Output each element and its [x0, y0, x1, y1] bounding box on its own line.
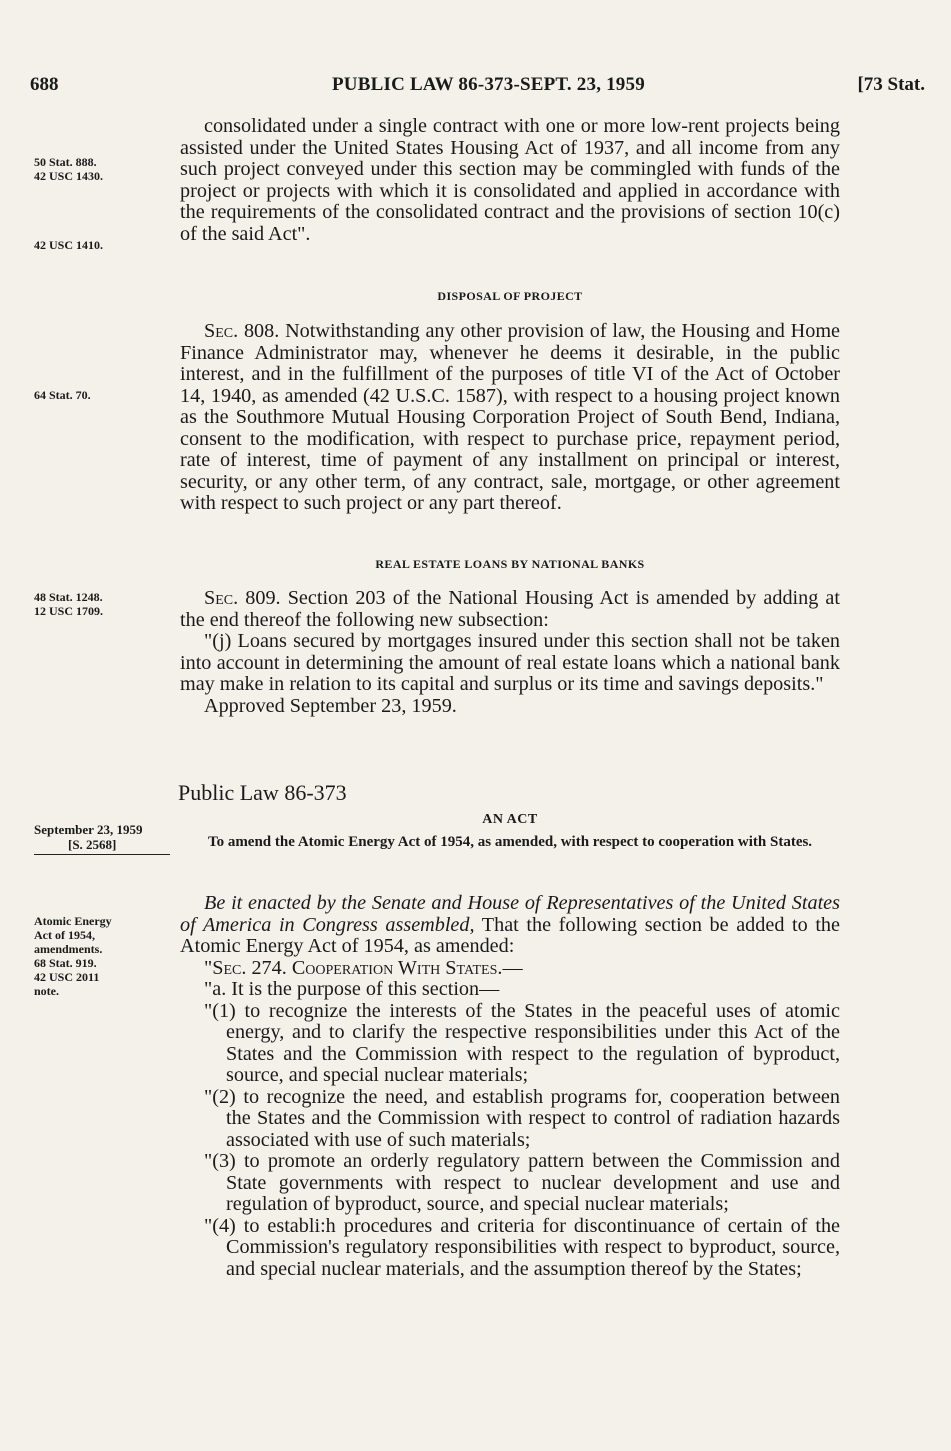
margin-note-3: 64 Stat. 70.: [34, 388, 91, 402]
margin-note-text: 42 USC 2011: [34, 970, 100, 984]
purpose-item: "(2) to recognize the need, and establish programs for, cooperation between the States and the Commission with respect to control of radiation hazards associated with use of such materials;: [204, 1085, 840, 1151]
margin-note-text: 12 USC 1709.: [34, 604, 104, 618]
purpose-item: "(1) to recognize the interests of the States in the peaceful uses of atomic energy, and to clarify the respective responsibilities under this Act of the States and the Commission with respect to the regulation of byproduct, source, and special nuclear materials;: [204, 999, 840, 1086]
purpose-item: "(4) to establi:h procedures and criteria for discontinuance of certain of the Commission's regulatory responsibilities with respect to byproduct, source, and special nuclear materials, and the assumption thereof by the States;: [204, 1214, 840, 1280]
enacting-text: That the following section be added to the Atomic Energy Act of 1954, as amended:: [180, 913, 840, 957]
divider-rule: [34, 854, 170, 855]
act-purpose: To amend the Atomic Energy Act of 1954, as amended, with respect to cooperation with States.: [207, 834, 813, 850]
enactment-date: September 23, 1959: [34, 822, 143, 837]
margin-note-text: 42 USC 1430.: [34, 169, 104, 183]
section-274-heading: [180, 958, 840, 980]
margin-note-text: 50 Stat. 888.: [34, 155, 97, 169]
enacting-italic: Be it enacted by the Senate and House of Representatives of the United States of America in Congress assembled,: [180, 892, 840, 936]
section-809-paragraph: [180, 588, 840, 631]
section-809: [180, 588, 840, 717]
paragraph-text: consolidated under a single contract with one or more low-rent projects being assisted under the United States Housing Act of 1937, and all income from any such project conveyed under this section may be commingled with funds of the project or projects with which it is consolidated and applied in accordance with the requirements of the consolidated contract and the provisions of section 10(c) of the said Act".: [180, 115, 840, 245]
margin-note-text: Atomic Energy: [34, 914, 112, 928]
enacting-clause: [180, 893, 840, 958]
continued-paragraph: [180, 116, 840, 245]
section-heading-809: REAL ESTATE LOANS BY NATIONAL BANKS: [375, 557, 645, 571]
margin-note-1: [34, 155, 103, 183]
section-heading-808: DISPOSAL OF PROJECT: [437, 289, 583, 303]
an-act-heading: AN ACT: [482, 812, 538, 827]
margin-note-text: amendments.: [34, 942, 103, 956]
margin-note-text: note.: [34, 984, 59, 998]
section-label: Sec. 808.: [204, 320, 280, 342]
section-label: Sec. 809.: [204, 587, 281, 609]
public-law-title: Public Law 86-373: [178, 780, 347, 805]
purpose-item: "(3) to promote an orderly regulatory pattern between the Commission and State governments with respect to nuclear development and use and regulation of byproduct, source, and special nuclear materials;: [204, 1150, 840, 1215]
margin-note-5: [34, 914, 112, 998]
margin-note-4: [34, 590, 103, 618]
section-text: Section 203 of the National Housing Act is amended by adding at the end thereof the following new subsection:: [180, 587, 840, 631]
subsection-a-intro: "a. It is the purpose of this section—: [204, 978, 500, 1000]
subsection-j: "(j) Loans secured by mortgages insured under this section shall not be taken into account in determining the amount of real estate loans which a national bank may make in relation to its capital and surplus or its time and savings deposits.": [180, 630, 840, 695]
bill-number: [S. 2568]: [68, 837, 117, 852]
section-label: "Sec. 274.: [204, 956, 287, 979]
section-title: Cooperation With States.—: [291, 956, 523, 979]
statute-volume: [73 Stat.: [857, 74, 925, 95]
section-808: [180, 321, 840, 515]
page-header: [30, 74, 925, 104]
running-title: PUBLIC LAW 86-373-SEPT. 23, 1959: [332, 74, 645, 95]
section-808-paragraph: [180, 321, 840, 515]
enactment-date-block: [34, 822, 170, 855]
margin-note-text: Act of 1954,: [34, 928, 95, 942]
approval-line: Approved September 23, 1959.: [204, 694, 457, 717]
page-number: 688: [30, 74, 59, 95]
act-body: [180, 893, 840, 1280]
margin-note-text: 68 Stat. 919.: [34, 956, 97, 970]
section-text: Notwithstanding any other provision of law, the Housing and Home Finance Administrator may, whenever he deems it desirable, in the public interest, and in the fulfillment of the purposes of title VI of the Act of October 14, 1940, as amended (42 U.S.C. 1587), with respect to a housing project known as the Southmore Mutual Housing Corporation Project of South Bend, Indiana, consent to the modification, with respect to purchase price, repayment period, rate of interest, time of payment of any installment on principal or interest, security, or any other term, of any contract, sale, mortgage, or other agreement with respect to such project or any part thereof.: [180, 320, 840, 514]
margin-note-text: 48 Stat. 1248.: [34, 590, 103, 604]
margin-note-2: 42 USC 1410.: [34, 238, 104, 252]
